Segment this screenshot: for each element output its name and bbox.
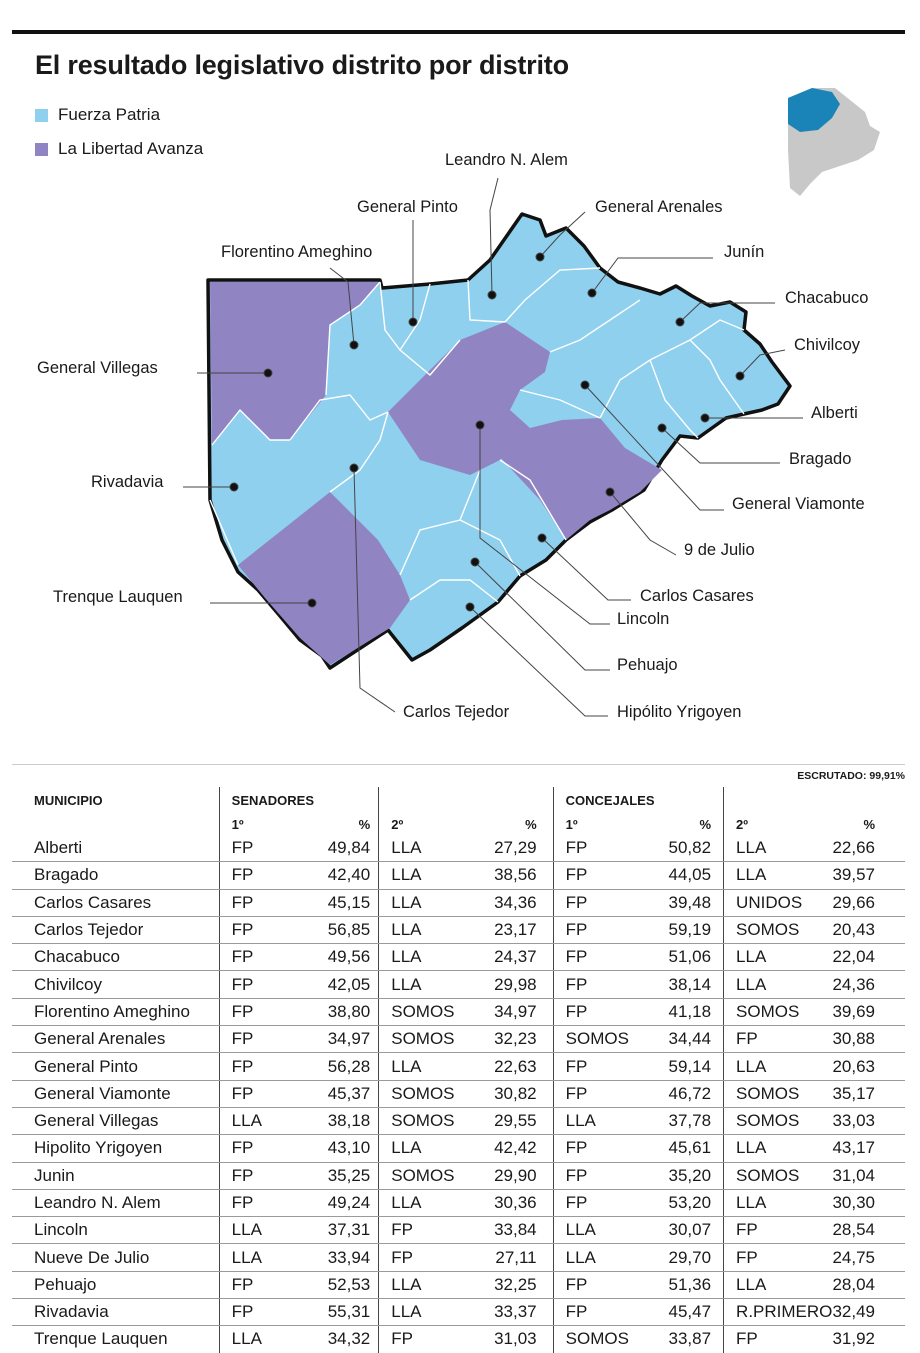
con-second-party: SOMOS: [724, 1107, 833, 1134]
sen-second-pct: 33,84: [462, 1217, 553, 1244]
table-row: [12, 1271, 905, 1298]
table-row: [12, 1107, 905, 1134]
con-first-party: FP: [553, 1189, 633, 1216]
subheader-sen-second-pct: %: [525, 816, 537, 832]
con-second-pct: 30,88: [832, 1026, 905, 1053]
sen-first-party: FP: [219, 944, 290, 971]
con-second-party: LLA: [724, 971, 833, 998]
subheader-sen-first: 1º: [219, 813, 290, 835]
sen-second-pct: 27,29: [462, 835, 553, 862]
sen-second-pct: 22,63: [462, 1053, 553, 1080]
con-second-pct: 32,49: [832, 1299, 905, 1326]
subheader-sen-first-pct: %: [358, 816, 371, 832]
map-label-general-arenales: General Arenales: [595, 198, 723, 216]
con-first-party: FP: [553, 1135, 633, 1162]
sen-first-pct: 42,40: [290, 862, 378, 889]
con-first-party: SOMOS: [553, 1326, 633, 1353]
subheader-con-second: 2º: [724, 813, 833, 835]
sen-first-party: FP: [219, 1299, 290, 1326]
con-second-party: FP: [724, 1326, 833, 1353]
sen-first-pct: 35,25: [290, 1162, 378, 1189]
map-label-9-de-julio: 9 de Julio: [684, 541, 755, 559]
con-second-party: LLA: [724, 1053, 833, 1080]
sen-first-pct: 55,31: [290, 1299, 378, 1326]
con-second-pct: 24,75: [832, 1244, 905, 1271]
province-locator-inset: [788, 88, 880, 196]
sen-first-party: LLA: [219, 1326, 290, 1353]
con-first-party: FP: [553, 916, 633, 943]
map-label-rivadavia: Rivadavia: [91, 473, 164, 491]
map-label-carlos-casares: Carlos Casares: [640, 587, 754, 605]
sen-second-pct: 32,25: [462, 1271, 553, 1298]
sen-second-pct: 31,03: [494, 1329, 537, 1349]
map-label-florentino-ameghino: Florentino Ameghino: [221, 243, 373, 261]
sen-first-party: FP: [219, 862, 290, 889]
con-second-pct: 31,04: [832, 1162, 905, 1189]
page-title: El resultado legislativo distrito por distrito: [35, 50, 569, 80]
con-first-pct: 39,48: [633, 889, 723, 916]
municipio-cell: Trenque Lauquen: [34, 1329, 168, 1349]
table-row: [12, 1189, 905, 1216]
sen-first-pct: 56,28: [290, 1053, 378, 1080]
sen-second-party: LLA: [379, 916, 463, 943]
con-second-party: SOMOS: [724, 998, 833, 1025]
sen-second-pct: 30,36: [462, 1189, 553, 1216]
con-second-party: LLA: [724, 1135, 833, 1162]
con-second-pct: 35,17: [832, 1080, 905, 1107]
sen-second-party: LLA: [379, 944, 463, 971]
sen-second-pct: 27,11: [462, 1244, 553, 1271]
subheader-con-first-pct: %: [699, 816, 712, 832]
header-concejales-spacer: [724, 787, 905, 813]
sen-first-party: FP: [219, 1189, 290, 1216]
con-second-pct: 31,92: [832, 1329, 875, 1349]
sen-first-pct: 49,56: [290, 944, 378, 971]
header-concejales: CONCEJALES: [553, 787, 723, 813]
sen-first-party: FP: [219, 889, 290, 916]
header-municipio: MUNICIPIO: [34, 792, 103, 808]
sen-second-party: LLA: [379, 1053, 463, 1080]
map-label-junin: Junín: [724, 243, 765, 261]
sen-first-party: LLA: [219, 1107, 290, 1134]
sen-first-party: FP: [219, 1053, 290, 1080]
con-second-party: FP: [724, 1217, 833, 1244]
sen-first-party: FP: [219, 971, 290, 998]
sen-first-pct: 34,97: [290, 1026, 378, 1053]
con-second-party: SOMOS: [724, 1080, 833, 1107]
table-row: [12, 1217, 905, 1244]
sen-second-pct: 42,42: [462, 1135, 553, 1162]
municipio-cell: Leandro N. Alem: [12, 1189, 219, 1216]
sen-second-party: LLA: [379, 1189, 463, 1216]
sen-second-party: LLA: [379, 1299, 463, 1326]
municipio-cell: Bragado: [12, 862, 219, 889]
map-label-lincoln: Lincoln: [617, 610, 670, 628]
sen-first-pct: 34,32: [327, 1329, 371, 1349]
header-senadores-spacer: [379, 787, 553, 813]
sen-second-pct: 29,90: [462, 1162, 553, 1189]
sen-second-pct: 29,55: [462, 1107, 553, 1134]
con-first-pct: 51,06: [633, 944, 723, 971]
con-second-party: SOMOS: [724, 916, 833, 943]
con-first-party: FP: [553, 998, 633, 1025]
con-first-pct: 59,14: [633, 1053, 723, 1080]
sen-second-party: FP: [379, 1326, 463, 1353]
con-first-party: FP: [553, 1299, 633, 1326]
table-row: [12, 1162, 905, 1189]
con-first-pct: 41,18: [633, 998, 723, 1025]
con-first-party: FP: [553, 944, 633, 971]
con-first-party: FP: [553, 1080, 633, 1107]
con-second-party: LLA: [724, 1189, 833, 1216]
sen-second-party: SOMOS: [379, 1026, 463, 1053]
table-header-row: [12, 787, 905, 813]
con-second-party: UNIDOS: [724, 889, 833, 916]
map-label-carlos-tejedor: Carlos Tejedor: [403, 703, 510, 721]
map-label-general-viamonte: General Viamonte: [732, 495, 865, 513]
sen-second-party: LLA: [379, 971, 463, 998]
sen-first-pct: 42,05: [290, 971, 378, 998]
con-first-pct: 50,82: [633, 835, 723, 862]
sen-first-party: FP: [219, 1135, 290, 1162]
con-second-party: LLA: [724, 944, 833, 971]
con-second-pct: 22,66: [832, 835, 905, 862]
con-second-pct: 29,66: [832, 889, 905, 916]
con-first-party: FP: [553, 1053, 633, 1080]
municipio-cell: Pehuajo: [12, 1271, 219, 1298]
sen-first-party: FP: [219, 1271, 290, 1298]
escrutado-label: ESCRUTADO: 99,91%: [797, 770, 905, 782]
sen-first-pct: 37,31: [290, 1217, 378, 1244]
con-first-pct: 53,20: [633, 1189, 723, 1216]
sen-first-pct: 45,37: [290, 1080, 378, 1107]
table-row: [12, 1135, 905, 1162]
municipio-cell: Alberti: [12, 835, 219, 862]
con-second-party: SOMOS: [724, 1162, 833, 1189]
sen-second-pct: 32,23: [462, 1026, 553, 1053]
sen-second-party: LLA: [379, 862, 463, 889]
municipio-cell: Lincoln: [12, 1217, 219, 1244]
map-label-alberti: Alberti: [811, 404, 858, 422]
con-second-pct: 22,04: [832, 944, 905, 971]
map-label-pehuajo: Pehuajo: [617, 656, 678, 674]
results-table: [12, 787, 905, 1353]
municipio-cell: Carlos Tejedor: [12, 916, 219, 943]
sen-first-party: FP: [219, 1162, 290, 1189]
con-second-party: FP: [724, 1026, 833, 1053]
municipio-cell: Chacabuco: [12, 944, 219, 971]
con-first-party: LLA: [553, 1244, 633, 1271]
map-label-leandro-alem: Leandro N. Alem: [445, 151, 568, 169]
table-row: [12, 971, 905, 998]
municipio-cell: General Arenales: [12, 1026, 219, 1053]
sen-second-pct: 34,97: [462, 998, 553, 1025]
sen-first-party: FP: [219, 1080, 290, 1107]
sen-second-party: SOMOS: [379, 1107, 463, 1134]
sen-first-pct: 43,10: [290, 1135, 378, 1162]
table-row: [12, 916, 905, 943]
con-first-party: FP: [553, 1271, 633, 1298]
con-first-pct: 59,19: [633, 916, 723, 943]
con-first-pct: 38,14: [633, 971, 723, 998]
con-first-pct: 30,07: [633, 1217, 723, 1244]
municipio-cell: General Viamonte: [12, 1080, 219, 1107]
municipio-cell: Rivadavia: [12, 1299, 219, 1326]
sen-second-pct: 33,37: [462, 1299, 553, 1326]
con-first-party: FP: [553, 971, 633, 998]
header-senadores: SENADORES: [219, 787, 379, 813]
sen-second-party: SOMOS: [379, 1162, 463, 1189]
sen-first-pct: 38,80: [290, 998, 378, 1025]
con-second-party: FP: [724, 1244, 833, 1271]
con-first-pct: 33,87: [668, 1329, 712, 1349]
sen-second-party: LLA: [379, 1271, 463, 1298]
sen-second-pct: 34,36: [462, 889, 553, 916]
municipio-cell: Florentino Ameghino: [12, 998, 219, 1025]
con-second-pct: 43,17: [832, 1135, 905, 1162]
sen-first-party: FP: [219, 998, 290, 1025]
legend-label: La Libertad Avanza: [58, 139, 204, 158]
sen-second-party: SOMOS: [379, 998, 463, 1025]
table-subheader-row: [12, 813, 905, 835]
sen-first-pct: 45,15: [290, 889, 378, 916]
sen-second-pct: 24,37: [462, 944, 553, 971]
subheader-blank: [12, 813, 219, 835]
map-label-chivilcoy: Chivilcoy: [794, 336, 861, 354]
sen-first-party: FP: [219, 835, 290, 862]
map-label-general-pinto: General Pinto: [357, 198, 458, 216]
legend-label: Fuerza Patria: [58, 105, 161, 124]
con-second-pct: 39,69: [832, 998, 905, 1025]
table-row: [12, 1299, 905, 1326]
con-first-pct: 45,61: [633, 1135, 723, 1162]
con-second-pct: 33,03: [832, 1107, 905, 1134]
con-second-party: R.PRIMERO: [724, 1299, 833, 1326]
subheader-con-first: 1º: [553, 813, 633, 835]
table-row: [12, 998, 905, 1025]
municipio-cell: Chivilcoy: [12, 971, 219, 998]
municipio-cell: General Pinto: [12, 1053, 219, 1080]
sen-second-party: FP: [379, 1217, 463, 1244]
sen-second-party: LLA: [379, 1135, 463, 1162]
municipio-cell: Carlos Casares: [12, 889, 219, 916]
sen-first-party: LLA: [219, 1217, 290, 1244]
sen-first-party: LLA: [219, 1244, 290, 1271]
sen-second-party: SOMOS: [379, 1080, 463, 1107]
sen-second-party: FP: [379, 1244, 463, 1271]
con-second-pct: 20,63: [832, 1053, 905, 1080]
con-first-party: FP: [553, 835, 633, 862]
con-first-party: LLA: [553, 1107, 633, 1134]
con-first-pct: 29,70: [633, 1244, 723, 1271]
table-row: [12, 1326, 905, 1353]
table-row: [12, 862, 905, 889]
con-second-pct: 20,43: [832, 916, 905, 943]
con-first-pct: 34,44: [633, 1026, 723, 1053]
table-row: [12, 835, 905, 862]
con-first-party: SOMOS: [553, 1026, 633, 1053]
con-second-party: LLA: [724, 862, 833, 889]
table-row: [12, 1026, 905, 1053]
table-row: [12, 1080, 905, 1107]
table-row: [12, 1053, 905, 1080]
con-second-pct: 28,04: [832, 1271, 905, 1298]
sen-first-pct: 49,24: [290, 1189, 378, 1216]
sen-second-party: LLA: [379, 889, 463, 916]
section-divider: [12, 764, 905, 765]
con-second-pct: 39,57: [832, 862, 905, 889]
sen-first-pct: 33,94: [290, 1244, 378, 1271]
sen-first-pct: 56,85: [290, 916, 378, 943]
municipio-cell: Nueve De Julio: [12, 1244, 219, 1271]
con-first-pct: 45,47: [633, 1299, 723, 1326]
subheader-sen-second: 2º: [379, 813, 463, 835]
sen-first-pct: 49,84: [290, 835, 378, 862]
map-label-trenque-lauquen: Trenque Lauquen: [53, 588, 183, 606]
sen-second-pct: 29,98: [462, 971, 553, 998]
map-label-general-villegas: General Villegas: [37, 359, 158, 377]
con-first-party: LLA: [553, 1217, 633, 1244]
sen-first-party: FP: [219, 916, 290, 943]
con-first-party: FP: [553, 1162, 633, 1189]
sen-second-pct: 38,56: [462, 862, 553, 889]
map-label-bragado: Bragado: [789, 450, 852, 468]
con-first-pct: 44,05: [633, 862, 723, 889]
map-label-chacabuco: Chacabuco: [785, 289, 869, 307]
municipio-cell: Hipolito Yrigoyen: [12, 1135, 219, 1162]
con-first-pct: 35,20: [633, 1162, 723, 1189]
table-row: [12, 944, 905, 971]
con-second-party: LLA: [724, 835, 833, 862]
sen-second-pct: 23,17: [462, 916, 553, 943]
con-second-pct: 24,36: [832, 971, 905, 998]
sen-second-party: LLA: [379, 835, 463, 862]
sen-first-pct: 52,53: [290, 1271, 378, 1298]
con-second-party: LLA: [724, 1271, 833, 1298]
table-row: [12, 1244, 905, 1271]
table-row: [12, 889, 905, 916]
sen-first-party: FP: [219, 1026, 290, 1053]
map-label-hipolito-yrigoyen: Hipólito Yrigoyen: [617, 703, 742, 721]
municipio-cell: Junin: [12, 1162, 219, 1189]
con-first-party: FP: [553, 862, 633, 889]
municipio-cell: General Villegas: [12, 1107, 219, 1134]
con-second-pct: 30,30: [832, 1189, 905, 1216]
con-first-pct: 51,36: [633, 1271, 723, 1298]
sen-second-pct: 30,82: [462, 1080, 553, 1107]
con-first-party: FP: [553, 889, 633, 916]
con-second-pct: 28,54: [832, 1217, 905, 1244]
con-first-pct: 37,78: [633, 1107, 723, 1134]
subheader-con-second-pct: %: [863, 816, 875, 832]
sen-first-pct: 38,18: [290, 1107, 378, 1134]
con-first-pct: 46,72: [633, 1080, 723, 1107]
